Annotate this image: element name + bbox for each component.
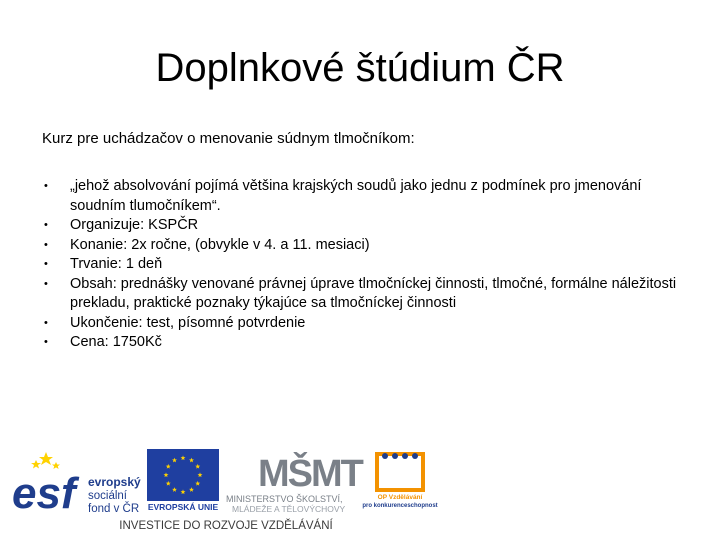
slide-title: Doplnkové štúdium ČR [155, 46, 565, 90]
esf-line1: evropský [88, 475, 141, 489]
op-dot-icon [402, 453, 408, 459]
op-logo [362, 453, 437, 509]
bullet-marker: • [44, 258, 48, 270]
eu-label: EVROPSKÁ UNIE [147, 502, 219, 512]
msmt-logo [226, 450, 364, 514]
investment-banner: INVESTICE DO ROZVOJE VZDĚLÁVÁNÍ [119, 520, 333, 532]
bullet-text: Konanie: 2x ročne, (obvykle v 4. a 11. mesiaci) [70, 236, 370, 253]
op-line2: pro konkurenceschopnost [362, 503, 438, 509]
bullet-text: Trvanie: 1 deň [70, 256, 163, 272]
esf-logo [12, 452, 141, 518]
bullet-text: „jehož absolvování pojímá většina krajských soudů jako jednu z podmínek pro jmenování soudním tlumočníkem“. [70, 178, 642, 214]
msmt-line2: MLÁDEŽE A TĚLOVÝCHOVY [232, 504, 346, 514]
bullet-marker: • [44, 180, 48, 192]
esf-line2: sociální [88, 490, 127, 502]
logo-strip [0, 440, 720, 540]
bullet-item [42, 177, 682, 216]
bullet-item [42, 236, 682, 256]
op-dot-icon [412, 453, 418, 459]
bullet-text: Cena: 1750Kč [70, 334, 162, 350]
bullet-item [42, 255, 682, 275]
bullet-item [42, 314, 682, 334]
bullet-list [42, 177, 682, 353]
esf-line3: fond v ČR [88, 503, 140, 515]
esf-stars-icon [31, 452, 60, 469]
bullet-text: Obsah: prednášky venované právnej úprave tlmočníckej činnosti, tlmočné, formálne náležitosti prekladu, praktické poznaky týkajúce sa tlmočníckej činnosti [70, 275, 677, 311]
bullet-marker: • [44, 277, 48, 290]
op-frame-icon [377, 454, 423, 490]
esf-letters: esf [12, 469, 76, 518]
bullet-item [42, 216, 682, 236]
bullet-text: Organizuje: KSPČR [70, 217, 199, 233]
bullet-marker: • [44, 336, 48, 348]
bullet-item [42, 275, 682, 314]
op-dot-icon [382, 453, 388, 459]
bullet-text: Ukončenie: test, písomné potvrdenie [70, 314, 306, 331]
bullet-item [42, 333, 682, 353]
bullet-marker: • [44, 238, 48, 251]
bullet-marker: • [44, 219, 48, 231]
op-dot-icon [392, 453, 398, 459]
eu-flag [147, 449, 219, 512]
msmt-letters: MŠMT [258, 453, 362, 495]
bullet-marker: • [44, 316, 48, 329]
slide-subtitle: Kurz pre uchádzačov o menovanie súdnym tlmočníkom: [42, 130, 415, 147]
msmt-line1: MINISTERSTVO ŠKOLSTVÍ, [226, 494, 343, 504]
op-line1: OP Vzdělávání [377, 494, 423, 501]
